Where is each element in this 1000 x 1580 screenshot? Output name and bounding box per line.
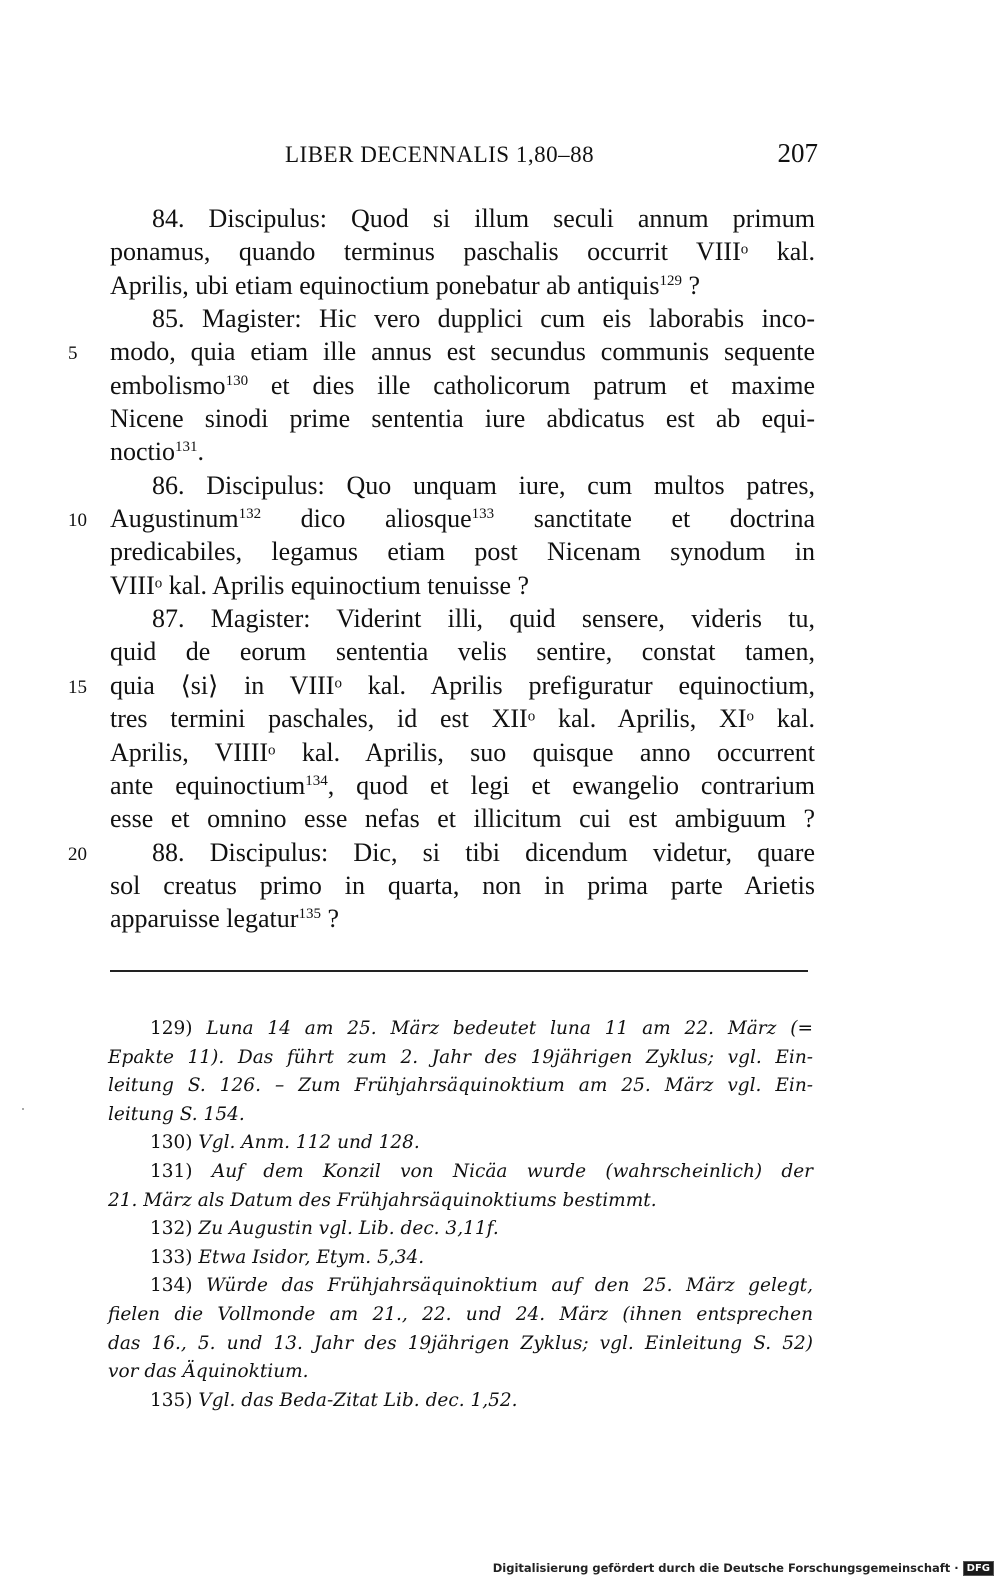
text-run: embolismo	[110, 370, 226, 400]
footnote-text: Vgl. Anm. 112 und 128.	[198, 1132, 420, 1154]
text-line	[110, 235, 815, 268]
footnote-text: fielen die Vollmonde am 21., 22. und 24. März (ihnen entsprechen	[108, 1303, 813, 1325]
text-line	[110, 802, 815, 835]
footnote-number: 131)	[150, 1160, 193, 1182]
text-run: 84. Discipulus: Quod si illum seculi annum primum	[152, 204, 815, 233]
text-run: Aprilis, ubi etiam equinoctium ponebatur ab antiquis	[110, 270, 660, 300]
footnote-line	[108, 1244, 813, 1273]
footnote-line	[108, 1187, 813, 1216]
footnote-text: Vgl. das Beda-Zitat Lib. dec. 1,52.	[198, 1389, 518, 1411]
text-run: kal. Aprilis prefiguratur equinoctium,	[341, 670, 815, 700]
text-run: .	[197, 437, 204, 467]
text-line	[110, 435, 815, 468]
line-number: 10	[68, 510, 87, 532]
running-header	[110, 138, 818, 174]
text-line	[110, 535, 815, 568]
text-line	[110, 602, 815, 635]
text-run: quid de eorum sententia velis sentire, constat tamen,	[110, 637, 815, 667]
footnote-line	[108, 1330, 813, 1359]
text-run: 85. Magister: Hic vero dupplici cum eis laborabis inco-	[152, 304, 815, 334]
text-run: kal.	[753, 704, 815, 734]
text-line	[110, 469, 815, 502]
scan-speck	[22, 1108, 24, 1110]
line-number: 15	[68, 676, 87, 698]
ordinal-mark: o	[740, 241, 749, 258]
footnote-text: 21. März als Datum des Frühjahrsäquinoktiums bestimmt.	[108, 1189, 657, 1211]
footnote-line	[108, 1272, 813, 1301]
footnote-line	[108, 1358, 813, 1387]
footnote-number: 130)	[150, 1132, 193, 1154]
footnote-number: 134)	[150, 1275, 193, 1297]
footnote-line	[108, 1101, 813, 1130]
text-line	[110, 269, 815, 302]
digitization-credit	[493, 1561, 994, 1576]
text-line	[110, 569, 815, 602]
footnote-ref: 132	[238, 506, 262, 523]
page-number: 207	[777, 138, 818, 168]
text-line	[68, 335, 815, 368]
footnote-rule	[110, 970, 808, 972]
text-line	[110, 202, 815, 235]
ordinal-mark: o	[268, 741, 276, 758]
text-run: 88. Discipulus: Dic, si tibi dicendum videtur, quare	[152, 837, 815, 867]
text-line	[110, 635, 815, 668]
text-line	[68, 836, 815, 869]
footnote-text: Würde das Frühjahrsäquinoktium auf den 25. März gelegt,	[206, 1275, 813, 1297]
text-run: ?	[320, 904, 339, 934]
text-run: modo, quia etiam ille annus est secundus communis sequente	[110, 337, 815, 367]
footnote-text: Auf dem Konzil von Nicäa wurde (wahrscheinlich) der	[211, 1160, 813, 1182]
ordinal-mark: o	[527, 708, 536, 725]
footnote-line	[108, 1387, 813, 1416]
footnote-line	[108, 1072, 813, 1101]
text-run: Aprilis, VIIII	[110, 737, 269, 767]
footnote-text: Epakte 11). Das führt zum 2. Jahr des 19jährigen Zyklus; vgl. Ein-	[108, 1046, 813, 1068]
ordinal-mark: o	[746, 708, 754, 725]
footnote-ref: 129	[659, 272, 683, 289]
text-run: VIII	[110, 570, 155, 600]
text-line	[110, 869, 815, 902]
running-title: LIBER DECENNALIS 1,80–88	[285, 142, 595, 167]
text-line	[110, 702, 815, 735]
footnote-ref: 133	[471, 506, 495, 523]
text-line	[110, 902, 815, 935]
footnote-text: Zu Augustin vgl. Lib. dec. 3,11f.	[198, 1218, 499, 1240]
text-run: esse et omnino esse nefas et illicitum cui est ambiguum ?	[110, 804, 815, 834]
text-run: kal. Aprilis equinoctium tenuisse ?	[162, 570, 530, 600]
text-line	[68, 669, 815, 702]
footnote-line	[108, 1158, 813, 1187]
text-run: apparuisse legatur	[110, 904, 299, 934]
footnote-line	[108, 1044, 813, 1073]
text-run: ante equinoctium	[110, 770, 306, 800]
text-run: ponamus, quando terminus paschalis occurrit VIII	[110, 237, 741, 267]
footnote-number: 133)	[150, 1246, 193, 1268]
dfg-logo: DFG	[963, 1561, 994, 1576]
text-run: quia ⟨si⟩ in VIII	[110, 670, 335, 700]
text-run: 87. Magister: Viderint illi, quid sensere, videris tu,	[152, 604, 815, 634]
footnote-number: 129)	[150, 1018, 193, 1039]
text-run: sol creatus primo in quarta, non in prima parte Arietis	[110, 870, 815, 900]
ordinal-mark: o	[154, 575, 163, 592]
text-run: tres termini paschales, id est XII	[110, 704, 528, 734]
footnote-ref: 131	[175, 439, 198, 456]
footnote-ref: 135	[298, 906, 321, 923]
footnote-line	[108, 1301, 813, 1330]
text-run: ?	[682, 270, 701, 300]
footnote-line	[108, 1015, 813, 1044]
footnote-text: das 16., 5. und 13. Jahr des 19jährigen Zyklus; vgl. Einleitung S. 52)	[108, 1332, 813, 1354]
footnote-number: 132)	[150, 1218, 193, 1240]
footnote-text: Etwa Isidor, Etym. 5,34.	[198, 1246, 425, 1268]
text-run: kal.	[748, 237, 815, 267]
text-run: kal. Aprilis, suo quisque anno occurrent	[275, 737, 815, 767]
line-number: 5	[68, 343, 78, 365]
footnote-text: vor das Äquinoktium.	[108, 1361, 309, 1383]
text-run: predicabiles, legamus etiam post Nicenam synodum in	[110, 537, 815, 567]
text-line	[110, 369, 815, 402]
footnote-line	[108, 1215, 813, 1244]
line-number: 20	[68, 843, 87, 865]
text-run: , quod et legi et ewangelio contrarium	[327, 770, 815, 800]
text-run: Augustinum	[110, 504, 239, 534]
text-run: 86. Discipulus: Quo unquam iure, cum multos patres,	[152, 470, 815, 500]
text-line	[110, 736, 815, 769]
text-run: sanctitate et doctrina	[494, 504, 815, 534]
text-run: Nicene sinodi prime sententia iure abdicatus est ab equi-	[110, 404, 815, 434]
text-run: kal. Aprilis, XI	[535, 704, 747, 734]
text-run: et dies ille catholicorum patrum et maxime	[248, 370, 815, 400]
footnote-text: Luna 14 am 25. März bedeutet luna 11 am 22. März (=	[206, 1018, 813, 1039]
footnote-ref: 134	[305, 772, 328, 789]
text-line	[110, 302, 815, 335]
text-line	[68, 502, 815, 535]
text-run: dico aliosque	[261, 504, 472, 534]
footnotes	[108, 1015, 813, 1415]
text-line	[110, 402, 815, 435]
footnote-line	[108, 1129, 813, 1158]
footnote-text: leitung S. 154.	[108, 1103, 245, 1125]
footnote-text: leitung S. 126. – Zum Frühjahrsäquinoktium am 25. März vgl. Ein-	[108, 1075, 813, 1097]
text-line	[110, 769, 815, 802]
credit-text: Digitalisierung gefördert durch die Deutsche Forschungsgemeinschaft ·	[492, 1561, 959, 1575]
text-run: noctio	[110, 437, 175, 467]
main-text	[68, 202, 815, 936]
footnote-number: 135)	[150, 1389, 193, 1411]
footnote-ref: 130	[225, 372, 249, 389]
ordinal-mark: o	[334, 675, 342, 692]
